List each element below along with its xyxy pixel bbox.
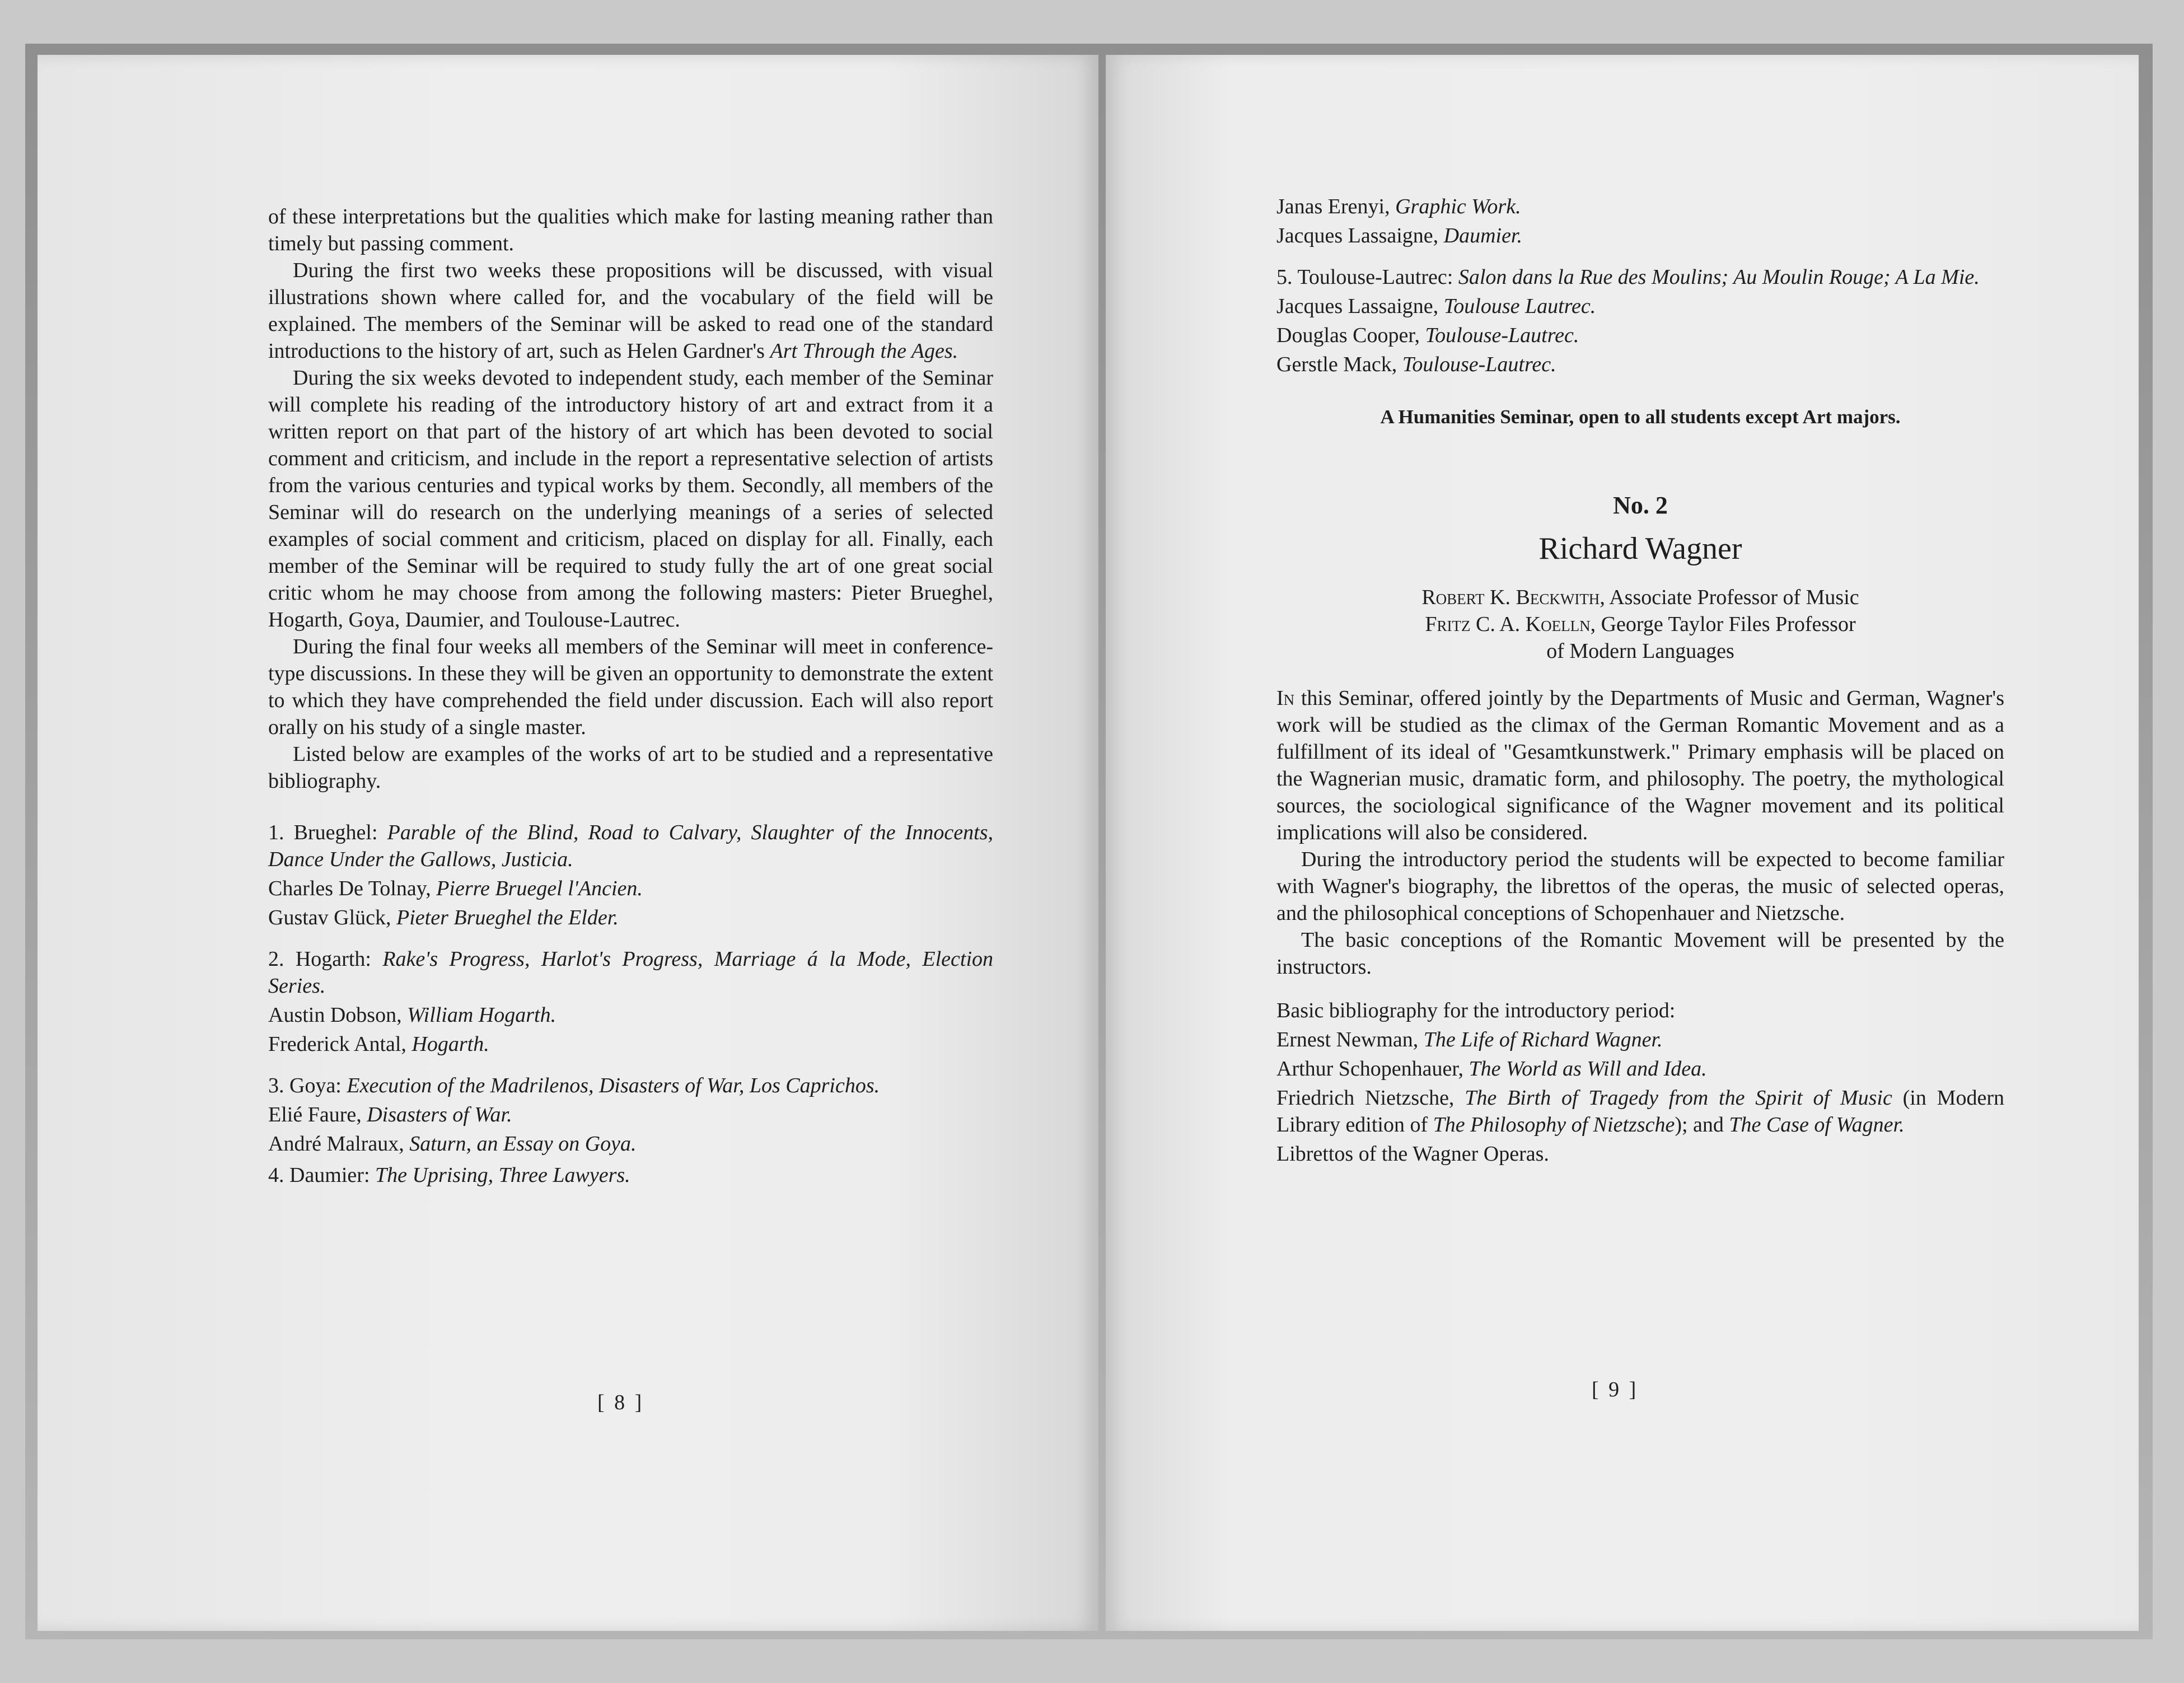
bibliography-entry: Librettos of the Wagner Operas. — [1276, 1142, 1549, 1166]
bibliography-entry: Frederick Antal, Hogarth. — [268, 1032, 489, 1056]
paragraph: During the introductory period the students will be expected to become familiar with Wagner's biography, the librettos of the operas, the music of selected operas, and the philosophical conceptions of Schopenhauer and Nietzsche. — [1276, 848, 2004, 925]
paragraph: Listed below are examples of the works of art to be studied and a representative bibliography. — [268, 742, 993, 793]
works-list: Parable of the Blind, Road to Calvary, Slaughter of the Innocents, Dance Under the Gallows, Justicia. — [268, 821, 993, 871]
faculty-list — [1276, 584, 2004, 665]
bibliography-entry: Gustav Glück, Pieter Brueghel the Elder. — [268, 906, 619, 929]
bibliography-entry: Jacques Lassaigne, Toulouse Lautrec. — [1276, 294, 1596, 318]
bibliography-entry: Charles De Tolnay, Pierre Bruegel l'Ancien. — [268, 877, 643, 900]
artist-heading: 5. Toulouse-Lautrec: — [1276, 265, 1458, 289]
seminar-number: No. 2 — [1613, 492, 1668, 519]
bibliography-entry: Austin Dobson, William Hogarth. — [268, 1003, 556, 1027]
works-list: The Uprising, Three Lawyers. — [375, 1163, 630, 1187]
page-number: [ 8 ] — [597, 1391, 644, 1414]
paragraph: of these interpretations but the qualities which make for lasting meaning rather than timely but passing comment. — [268, 205, 993, 255]
bibliography-heading: Basic bibliography for the introductory period: — [1276, 999, 1676, 1022]
list-item — [268, 946, 993, 1058]
bibliography-entry: Arthur Schopenhauer, The World as Will and Idea. — [1276, 1057, 1707, 1081]
works-list: Rake's Progress, Harlot's Progress, Marriage á la Mode, Election Series. — [268, 947, 994, 998]
bibliography-entry: Gerstle Mack, Toulouse-Lautrec. — [1276, 353, 1556, 376]
list-item — [268, 1162, 993, 1189]
bibliography-entry: Elié Faure, Disasters of War. — [268, 1103, 512, 1126]
faculty-member: Robert K. Beckwith, Associate Professor of Music — [1421, 586, 1859, 609]
bibliography-entry: Friedrich Nietzsche, The Birth of Tragedy from the Spirit of Music (in Modern Library edition of The Philosophy of Nietzsche); and The Case of Wagner. — [1276, 1086, 2004, 1137]
seminar-title: Richard Wagner — [1538, 531, 1742, 566]
artist-heading: 1. Brueghel: — [268, 821, 387, 844]
list-item — [1276, 264, 2004, 378]
paragraph: In this Seminar, offered jointly by the Departments of Music and German, Wagner's work will be studied as the climax of the German Romantic Movement and as a fulfillment of its ideal of "Gesamtkunstwerk." Primary emphasis will be placed on the Wagnerian music, dramatic form, and philosophy. The poetry, the mythological sources, the sociological significance of the Wagner movement and its political implications will also be considered. — [1276, 686, 2004, 844]
paragraph: The basic conceptions of the Romantic Movement will be presented by the instructors. — [1276, 928, 2004, 979]
left-page — [38, 55, 1098, 1631]
artist-heading: 3. Goya: — [268, 1074, 347, 1097]
bibliography-entry: Jacques Lassaigne, Daumier. — [1276, 224, 1523, 247]
faculty-member: Fritz C. A. Koelln, George Taylor Files Professor of Modern Languages — [1425, 613, 1856, 663]
list-item — [268, 819, 993, 931]
left-page-text — [268, 203, 993, 1189]
works-list: Execution of the Madrilenos, Disasters of War, Los Caprichos. — [347, 1074, 880, 1097]
book-title: Art Through the Ages. — [770, 339, 958, 363]
artist-heading: 2. Hogarth: — [268, 947, 383, 971]
paragraph: During the six weeks devoted to independent study, each member of the Seminar will complete his reading of the introductory history of art and extract from it a written report on that part of the history of art which has been devoted to social comment and criticism, and include in the report a representative selection of artists from the various centuries and typical works by them. Secondly, all members of the Seminar will do research on the underlying meanings of a series of selected examples of social comment and criticism, placed on display for all. Finally, each member of the Seminar will be required to study fully the art of one great social critic whom he may choose from among the following masters: Pieter Brueghel, Hogarth, Goya, Daumier, and Toulouse-Lautrec. — [268, 366, 993, 632]
list-item — [268, 1072, 993, 1157]
bibliography-entry: Ernest Newman, The Life of Richard Wagner. — [1276, 1028, 1663, 1051]
right-page — [1106, 55, 2139, 1631]
bibliography-entry: Douglas Cooper, Toulouse-Lautrec. — [1276, 324, 1579, 347]
page-number: [ 9 ] — [1592, 1378, 1639, 1401]
paragraph: During the final four weeks all members of the Seminar will meet in conference-type discussions. In these they will be given an opportunity to demonstrate the extent to which they have comprehended the field under discussion. Each will also report orally on his study of a single master. — [268, 635, 993, 739]
bibliography-entry: Janas Erenyi, Graphic Work. — [1276, 195, 1521, 218]
book-spread — [25, 44, 2153, 1639]
bibliography-entry: André Malraux, Saturn, an Essay on Goya. — [268, 1132, 637, 1156]
right-page-text — [1276, 191, 2004, 1167]
artist-heading: 4. Daumier: — [268, 1163, 376, 1187]
paragraph: During the first two weeks these propositions will be discussed, with visual illustrations shown where called for, and the vocabulary of the field will be explained. The members of the Seminar will be asked to read one of the standard introductions to the history of art, such as Helen Gardner's Art Through the Ages. — [268, 259, 993, 363]
works-list: Salon dans la Rue des Moulins; Au Moulin Rouge; A La Mie. — [1458, 265, 1980, 289]
seminar-announcement: A Humanities Seminar, open to all students except Art majors. — [1380, 406, 1901, 428]
